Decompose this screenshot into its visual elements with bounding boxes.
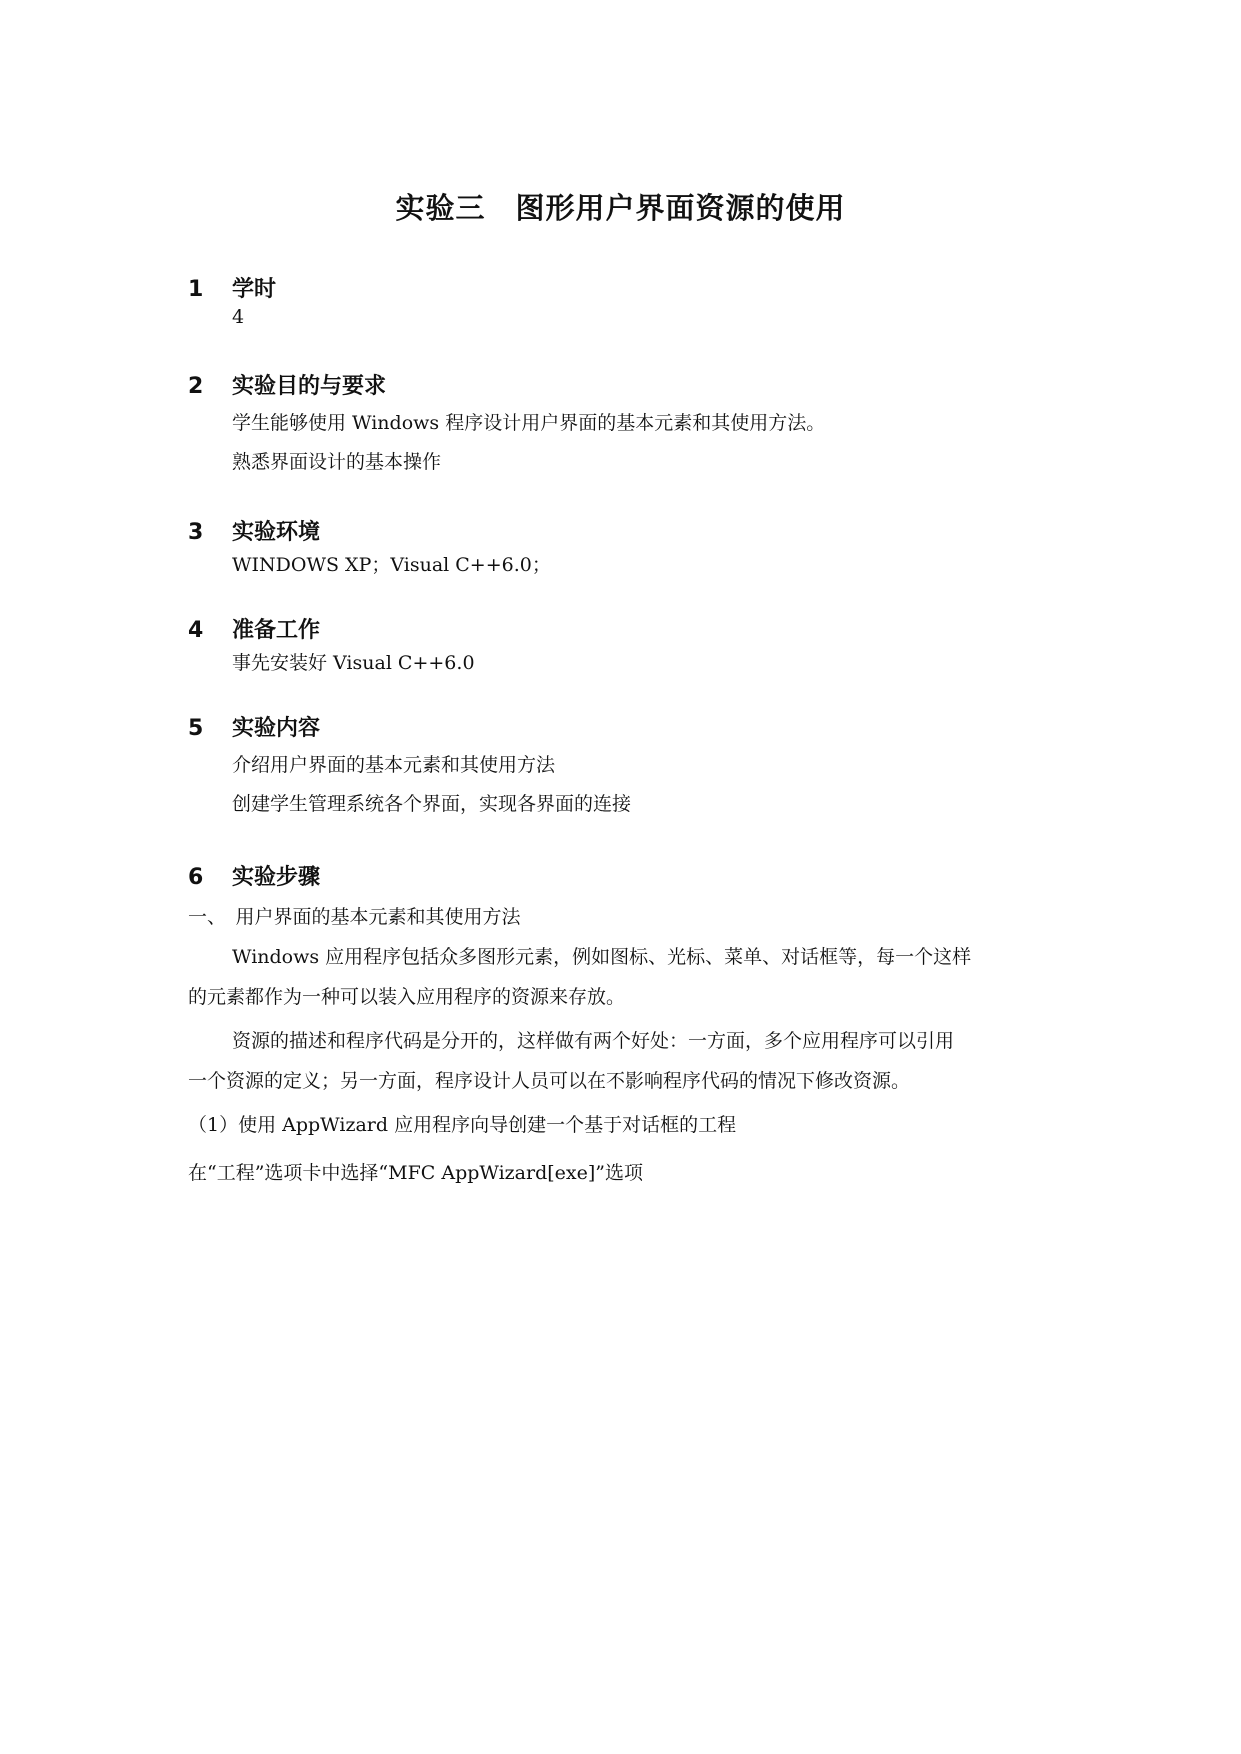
section-title: 实验内容	[232, 716, 321, 741]
steps-paragraph-2-line-2: 一个资源的定义；另一方面，程序设计人员可以在不影响程序代码的情况下修改资源。	[188, 1070, 911, 1092]
section-5-heading	[188, 711, 320, 742]
section-4-line-1: 事先安装好 Visual C++6.0	[232, 652, 475, 674]
section-2-line-1: 学生能够使用 Windows 程序设计用户界面的基本元素和其使用方法。	[232, 412, 826, 434]
section-2-heading	[188, 369, 386, 400]
section-3-line-1: WINDOWS XP；Visual C++6.0；	[232, 554, 551, 576]
section-title: 实验步骤	[232, 865, 321, 890]
section-title: 实验目的与要求	[232, 374, 387, 399]
section-6-heading	[188, 860, 320, 891]
page-title: 实验三 图形用户界面资源的使用	[395, 191, 846, 225]
section-title: 实验环境	[232, 520, 321, 545]
section-number: 3	[188, 520, 204, 545]
steps-item-2: 在“工程”选项卡中选择“MFC AppWizard[exe]”选项	[188, 1162, 643, 1184]
steps-item-1: （1）使用 AppWizard 应用程序向导创建一个基于对话框的工程	[188, 1114, 737, 1136]
section-5-line-1: 介绍用户界面的基本元素和其使用方法	[232, 754, 556, 776]
section-number: 6	[188, 865, 204, 890]
steps-paragraph-1-line-1: Windows 应用程序包括众多图形元素，例如图标、光标、菜单、对话框等，每一个这样	[232, 946, 972, 968]
section-2-line-2: 熟悉界面设计的基本操作	[232, 451, 442, 473]
section-1-line-1: 4	[232, 306, 245, 328]
section-5-line-2: 创建学生管理系统各个界面，实现各界面的连接	[232, 793, 632, 815]
section-title: 学时	[232, 277, 277, 302]
section-number: 2	[188, 374, 204, 399]
section-1-heading	[188, 272, 276, 303]
steps-paragraph-1-line-2: 的元素都作为一种可以装入应用程序的资源来存放。	[188, 986, 626, 1008]
section-4-heading	[188, 613, 320, 644]
section-number: 4	[188, 618, 204, 643]
section-3-heading	[188, 515, 320, 546]
steps-paragraph-2-line-1: 资源的描述和程序代码是分开的，这样做有两个好处：一方面，多个应用程序可以引用	[232, 1030, 955, 1052]
section-number: 5	[188, 716, 204, 741]
section-number: 1	[188, 277, 204, 302]
section-title: 准备工作	[232, 618, 321, 643]
steps-subheading: 一、 用户界面的基本元素和其使用方法	[188, 906, 521, 928]
